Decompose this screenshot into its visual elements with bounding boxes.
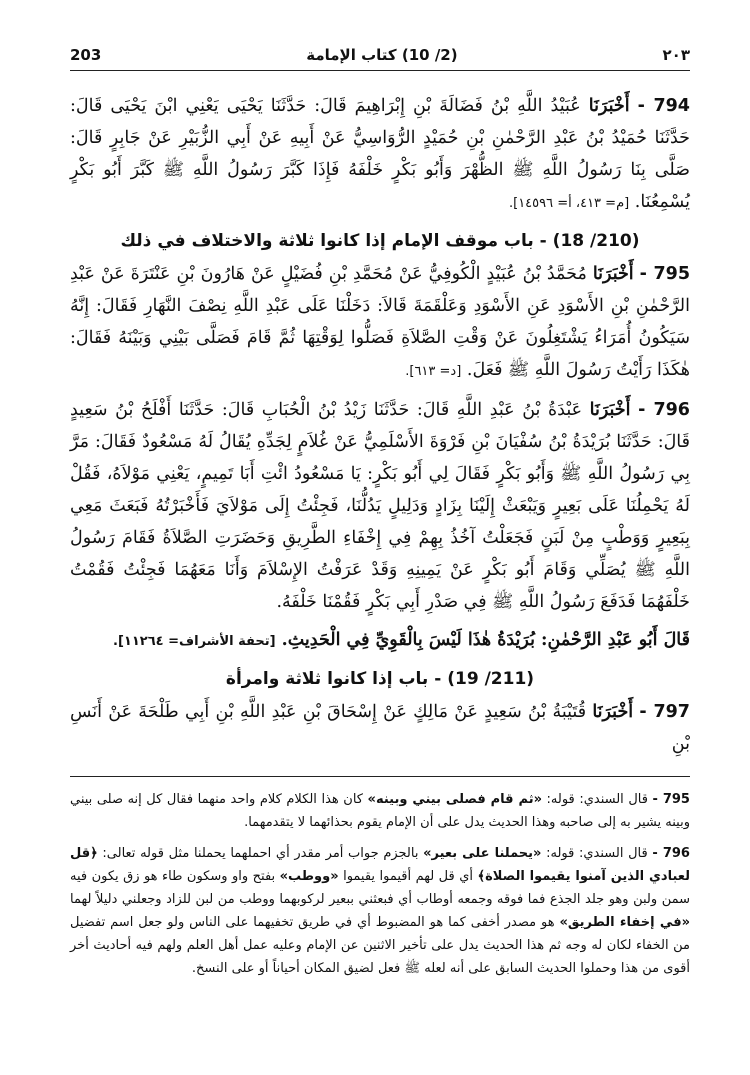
footnote-number: 796 - (652, 846, 690, 861)
hadith-opener: أَخْبَرَنَا (589, 400, 631, 420)
hadith-text: قُتَيْبَةُ بْنُ سَعِيدٍ عَنْ مَالِكٍ عَنْ إِسْحَاقَ بْنِ عَبْدِ اللَّهِ بْنِ أَبِي طَلْحَةَ عَنْ أَنَسِ بْنِ (70, 702, 690, 754)
footnote-quote: «ثم قام فصلى بيني وبينه» (367, 792, 542, 807)
footnote-795 (70, 788, 690, 834)
footnote-text: بفتح واو وسكون طاء هو زق يكون فيه سمن ولبن وهو جلد الجذع فما فوقه وجمعه أوطاب أي فبعثني ببعير لركوبهما ووطب من لبن للزاد وجعلني دليلاً لهما (70, 869, 690, 907)
hadith-opener: أَخْبَرَنَا (588, 96, 630, 116)
hadith-text: عَبْدَةُ بْنُ عَبْدِ اللَّهِ قَالَ: حَدَّثَنَا زَيْدُ بْنُ الْحُبَابِ قَالَ: حَدَّثَنَا أَفْلَحُ بْنُ سَعِيدٍ قَالَ: حَدَّثَنَا بُرَيْدَةُ بْنُ سُفْيَانَ بْنِ فَرْوَةَ الأَسْلَمِيُّ عَنْ غُلاَمٍ لِجَدِّهِ يُقَالُ لَهُ مَسْعُودٌ فَقَالَ: مَرَّ بِي رَسُولُ اللَّهِ ﷺ وَأَبُو بَكْرٍ فَقَالَ لِي أَبُو بَكْرٍ: يَا مَسْعُودُ ائْتِ أَبَا تَمِيمٍ، يَعْنِي مَوْلاَهُ، فَقُلْ لَهُ يَحْمِلُنَا عَلَى بَعِيرٍ وَيَبْعَثْ إِلَيْنَا بِزَادٍ وَدَلِيلٍ يَدُلُّنَا، فَجِئْتُ إِلَى مَوْلاَيَ فَأَخْبَرْتُهُ فَبَعَثَ مَعِي بِبَعِيرٍ وَوَطْبٍ مِنْ لَبَنٍ فَجَعَلْتُ آخُذُ بِهِمْ فِي إِخْفَاءِ الطَّرِيقِ وَحَضَرَتِ الصَّلاَةُ فَقَامَ رَسُولُ اللَّهِ ﷺ يُصَلِّي وَقَامَ أَبُو بَكْرٍ عَنْ يَمِينِهِ وَقَدْ عَرَفْتُ الإِسْلاَمَ وَأَنَا مَعَهُمَا فَجِئْتُ فَقُمْتُ خَلْفَهُمَا فَدَفَعَ رَسُولُ اللَّهِ ﷺ فِي صَدْرِ أَبِي بَكْرٍ فَقُمْنَا خَلْفَهُ. (70, 400, 690, 612)
hadith-797 (70, 696, 690, 760)
footnote-divider (70, 776, 690, 777)
footnote-quran-quote: ﴿قل لعبادي الذين آمنوا يقيموا الصلاة﴾ (70, 846, 690, 884)
hadith-795 (70, 258, 690, 388)
hadith-number: 797 - (639, 702, 690, 722)
footnote-text: هو مصدر أخفى كما هو المضبوط أي في طريق تخفيهما على الناس ولو جعل اسم تفضيل من الخفاء لكان له وجه ثم هذا الحديث يدل على تأخير الاثنين عن الإمام وعليه عمل أهل العلم ولهم فيه أحاديث أخر أقوى من هذا وحملوا الحديث السابق على أنه لعله ﷺ فعل لضيق المكان أحياناً أو على النسخ. (70, 915, 690, 976)
footnote-text: أي قل لهم أقيموا يقيموا (343, 869, 474, 884)
author-note (70, 624, 690, 658)
footnote-number: 795 - (652, 792, 690, 807)
main-text (70, 90, 690, 760)
page-number-latin: 203 (70, 46, 102, 64)
footnote-quote: «في إخفاء الطريق» (559, 915, 690, 930)
hadith-number: 794 - (637, 96, 690, 116)
footnote-lead: قال السندي: قوله: (546, 792, 648, 807)
hadith-text: مُحَمَّدُ بْنُ عُبَيْدٍ الْكُوفِيُّ عَنْ مُحَمَّدِ بْنِ فُضَيْلٍ عَنْ هَارُونَ بْنِ عَنْتَرَةَ عَنْ عَبْدِ الرَّحْمٰنِ بْنِ الأَسْوَدِ عَنِ الأَسْوَدِ وَعَلْقَمَةَ قَالاَ: دَخَلْنَا عَلَى عَبْدِ اللَّهِ نِصْفَ النَّهَارِ فَقَالَ: إِنَّهُ سَيَكُونُ أُمَرَاءُ يَشْتَغِلُونَ عَنْ وَقْتِ الصَّلاَةِ فَصَلُّوا لِوَقْتِهَا ثُمَّ قَامَ فَصَلَّى بَيْنِي وَبَيْنَهُ فَقَالَ: هٰكَذَا رَأَيْتُ رَسُولَ اللَّهِ ﷺ فَعَلَ. (70, 264, 690, 380)
footnotes (70, 788, 690, 988)
hadith-number: 796 - (638, 400, 690, 420)
author-note-text: قَالَ أَبُو عَبْدِ الرَّحْمٰنِ: بُرَيْدَةُ هٰذَا لَيْسَ بِالْقَوِيِّ فِي الْحَدِيثِ. (281, 630, 690, 650)
chapter-number: (210/ 18) (552, 231, 640, 251)
footnote-quote: «يحملنا على بعير» (423, 846, 542, 861)
footnote-quote: «ووطب» (279, 869, 339, 884)
chapter-number: (211/ 19) (447, 669, 535, 689)
footnote-lead: قال السندي: قوله: (546, 846, 648, 861)
chapter-heading-210 (70, 226, 690, 256)
hadith-number: 795 - (639, 264, 690, 284)
hadith-opener: أَخْبَرَنَا (592, 702, 634, 722)
footnote-text: كان هذا الكلام كلام واحد منهما فقال كل إنه صلى بيني وبينه يشير به إلى صاحبه وهذا الحديث يدل على أن الإمام يقوم بحذائهما لا يتقدمهما. (70, 792, 690, 830)
tuhfa-reference: [تحفة الأشراف= ١١٢٦٤]. (113, 634, 276, 649)
chapter-heading-text: - باب إذا كانوا ثلاثة وامرأة (225, 669, 442, 689)
hadith-opener: أَخْبَرَنَا (592, 264, 634, 284)
hadith-text: عُبَيْدُ اللَّهِ بْنُ فَضَالَةَ بْنِ إِبْرَاهِيمَ قَالَ: حَدَّثَنَا يَحْيَى يَعْنِي ابْنَ يَحْيَى قَالَ: حَدَّثَنَا حُمَيْدُ بْنُ عَبْدِ الرَّحْمٰنِ بْنِ حُمَيْدٍ الرُّوَاسِيُّ عَنْ أَبِيهِ عَنْ أَبِي الزُّبَيْرِ عَنْ جَابِرٍ قَالَ: صَلَّى بِنَا رَسُولُ اللَّهِ ﷺ الظُّهْرَ وَأَبُو بَكْرٍ خَلْفَهُ فَإِذَا كَبَّرَ رَسُولُ اللَّهِ ﷺ كَبَّرَ أَبُو بَكْرٍ يُسْمِعُنَا. (70, 96, 690, 212)
footnote-text: بالجزم جواب أمر مقدر أي احملهما يحملنا مثل قوله تعالى: (102, 846, 419, 861)
hadith-reference: [د= ٦١٣]. (405, 364, 462, 379)
hadith-796 (70, 394, 690, 618)
footnote-796 (70, 842, 690, 980)
chapter-title: (2/ 10) كتاب الإمامة (306, 46, 458, 64)
hadith-reference: [م= ٤١٣، أ= ١٤٥٩٦]. (508, 196, 630, 211)
chapter-heading-text: - باب موقف الإمام إذا كانوا ثلاثة والاختلاف في ذلك (120, 231, 547, 251)
page-header (70, 40, 690, 71)
chapter-heading-211 (70, 664, 690, 694)
hadith-794 (70, 90, 690, 220)
page-number-arabic: ٢٠٣ (662, 46, 690, 64)
